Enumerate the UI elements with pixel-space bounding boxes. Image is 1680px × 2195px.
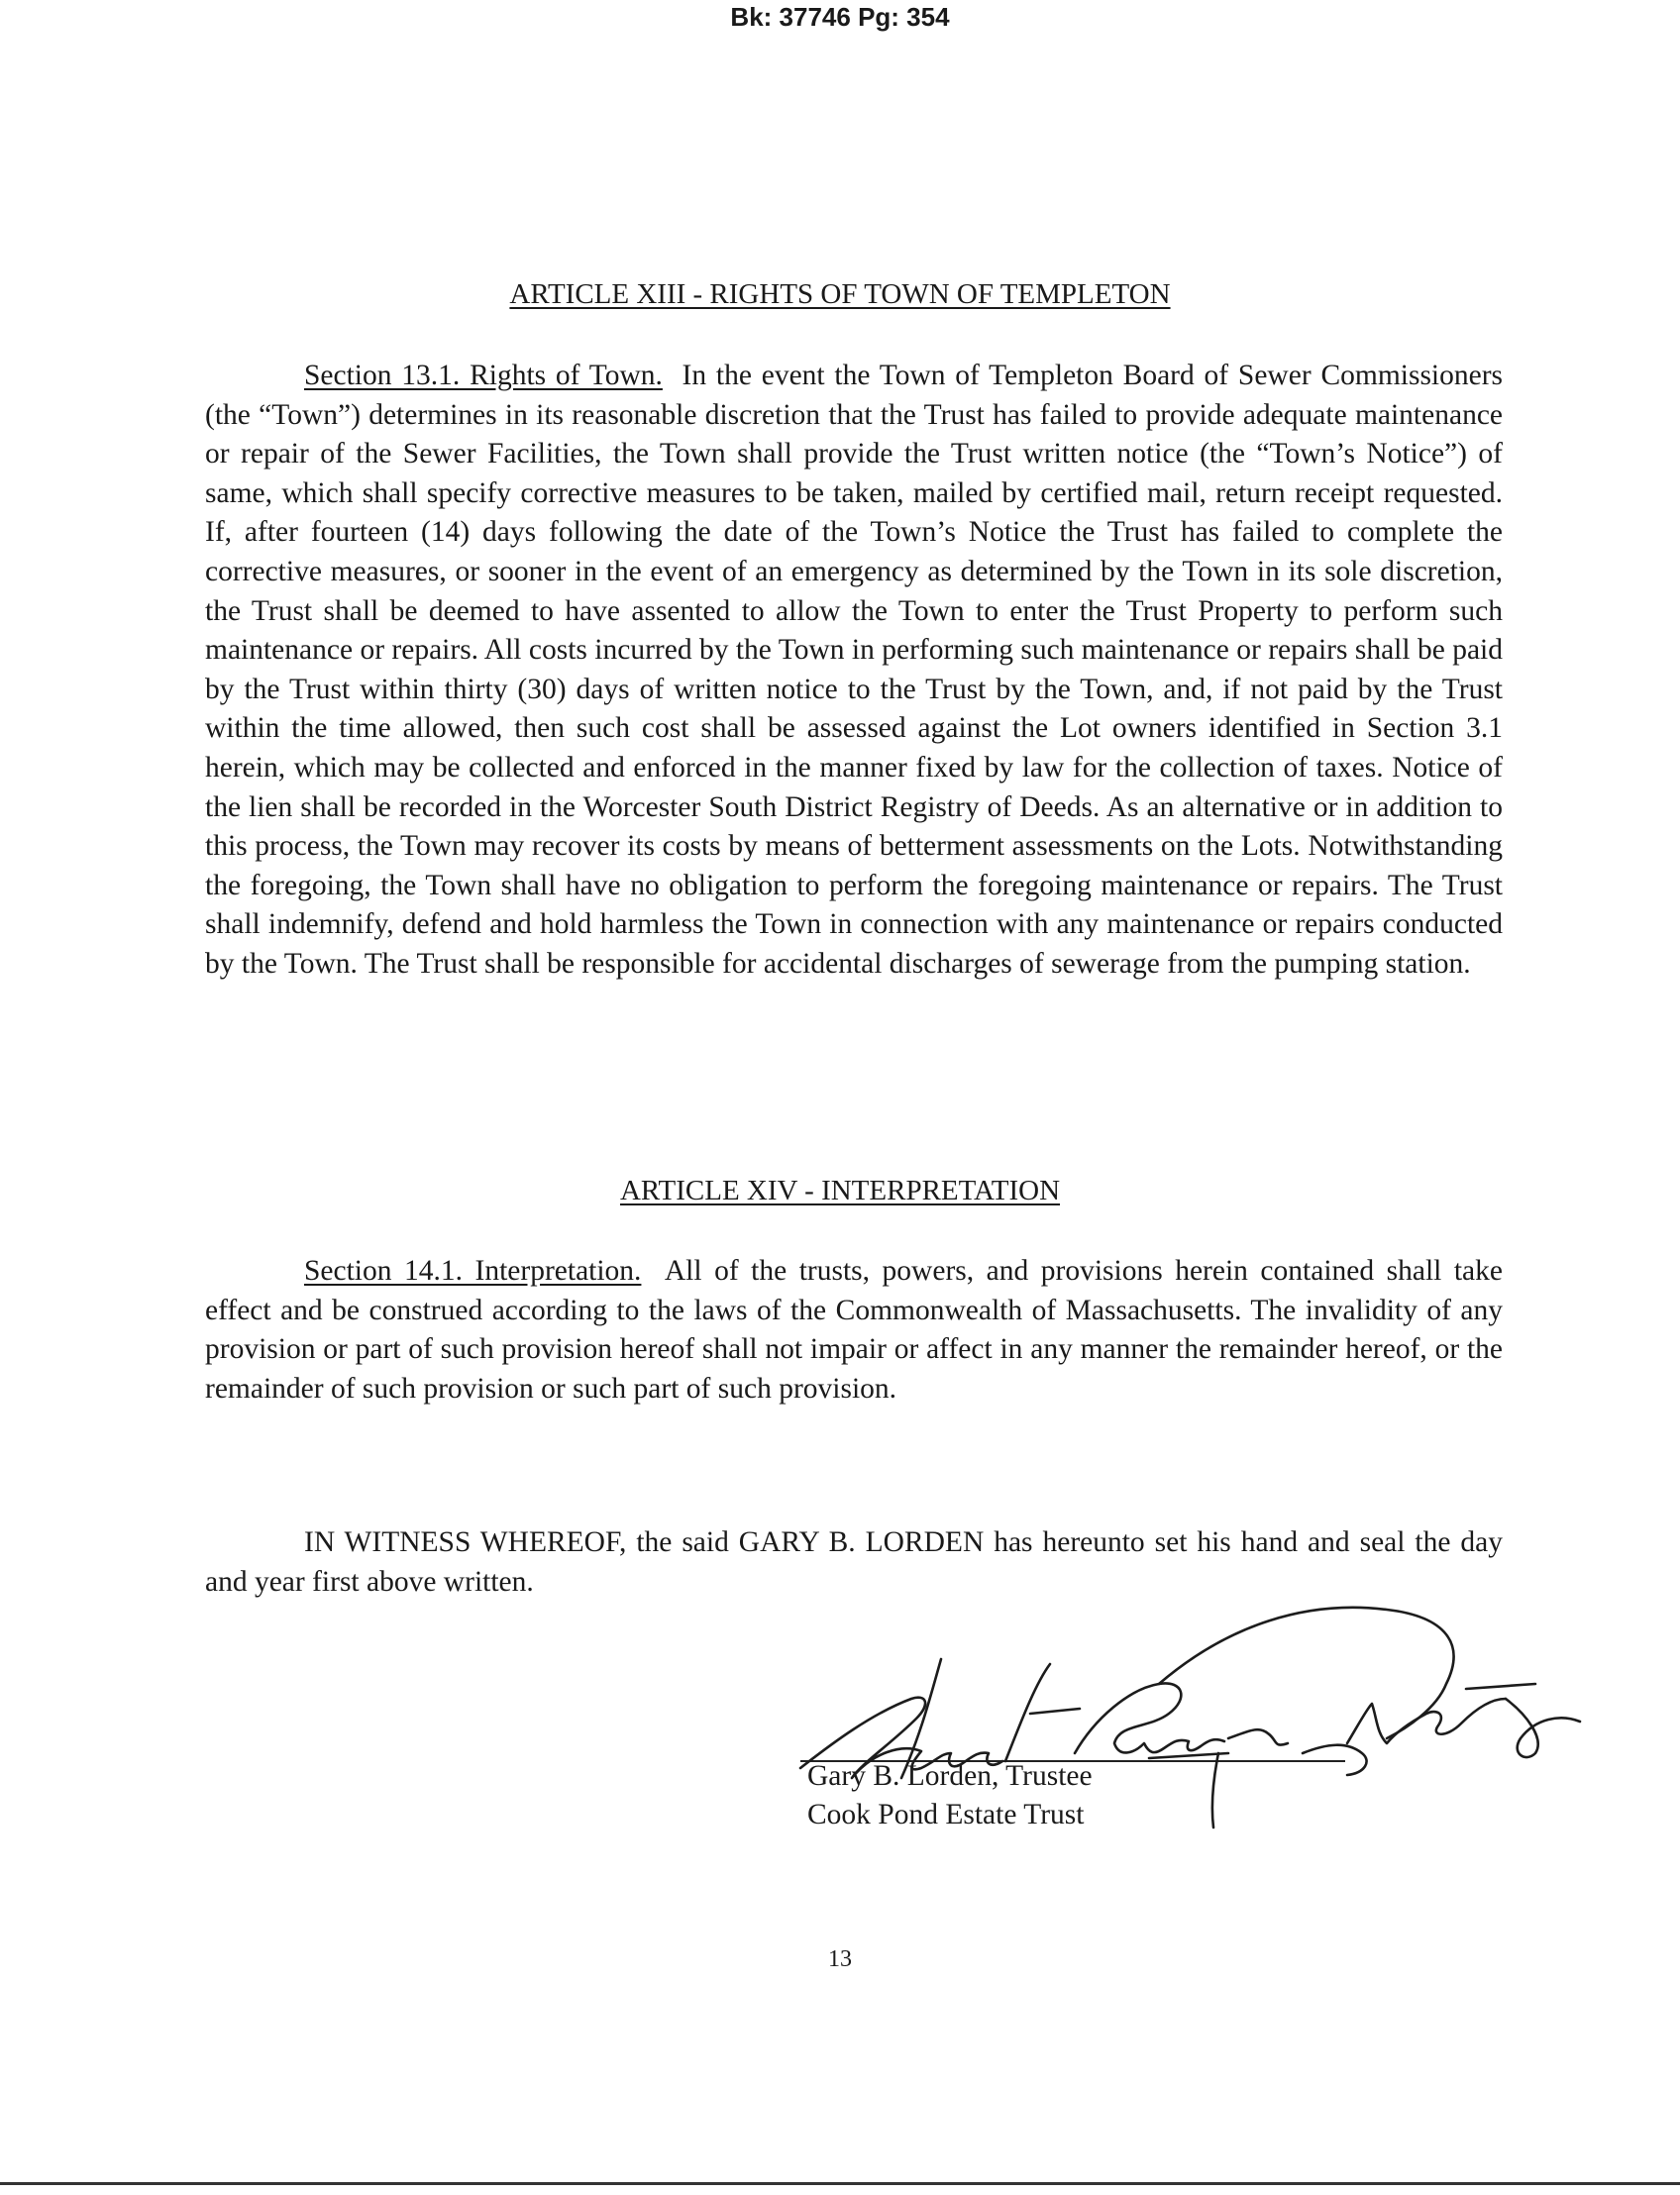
article-13-heading: ARTICLE XIII - RIGHTS OF TOWN OF TEMPLETON xyxy=(509,278,1171,310)
witness-paragraph: IN WITNESS WHEREOF, the said GARY B. LORDEN has hereunto set his hand and seal the day and year first above written. xyxy=(205,1526,1503,1598)
section-14-1-text: All of the trusts, powers, and provisions herein contained shall take effect and be construed according to the laws of the Commonwealth of Massachusetts. The invalidity of any provision or part of such provision hereof shall not impair or affect in any manner the remainder hereof, or the remainder of such provision or such part of such provision. xyxy=(205,1255,1503,1405)
book-page-reference: Bk: 37746 Pg: 354 xyxy=(730,2,950,32)
section-14-1-label: Section 14.1. Interpretation. xyxy=(304,1255,642,1287)
footer-rule xyxy=(0,2182,1680,2185)
section-13-1-paragraph xyxy=(205,357,1503,985)
signatory-name: Gary B. Lorden, Trustee xyxy=(807,1760,1093,1792)
section-13-1-text: In the event the Town of Templeton Board of Sewer Commissioners (the “Town”) determines in its reasonable discretion that the Trust has failed to provide adequate maintenance or repair of the Sewer Facilities, the Town shall provide the Trust written notice (the “Town’s Notice”) of same, which shall specify corrective measures to be taken, mailed by certified mail, return receipt requested. If, after fourteen (14) days following the date of the Town’s Notice the Trust has failed to complete the corrective measures, or sooner in the event of an emergency as determined by the Town in its sole discretion, the Trust shall be deemed to have assented to allow the Town to enter the Trust Property to perform such maintenance or repairs. All costs incurred by the Town in performing such maintenance or repairs shall be paid by the Trust within thirty (30) days of written notice to the Trust by the Town, and, if not paid by the Trust within the time allowed, then such cost shall be assessed against the Lot owners identified in Section 3.1 herein, which may be collected and enforced in the manner fixed by law for the collection of taxes. Notice of the lien shall be recorded in the Worcester South District Registry of Deeds. As an alternative or in addition to this process, the Town may recover its costs by means of betterment assessments on the Lots. Notwithstanding the foregoing, the Town shall have no obligation to perform the foregoing maintenance or repairs. The Trust shall indemnify, defend and hold harmless the Town in connection with any maintenance or repairs conducted by the Town. The Trust shall be responsible for accidental discharges of sewerage from the pumping station. xyxy=(205,360,1504,980)
article-14-heading: ARTICLE XIV - INTERPRETATION xyxy=(619,1175,1061,1206)
page-number: 13 xyxy=(828,1946,852,1972)
handwritten-signature xyxy=(753,1605,1625,1872)
section-13-1-label: Section 13.1. Rights of Town. xyxy=(304,360,663,391)
signatory-trust: Cook Pond Estate Trust xyxy=(807,1799,1085,1830)
section-14-1-paragraph xyxy=(205,1252,1503,1409)
